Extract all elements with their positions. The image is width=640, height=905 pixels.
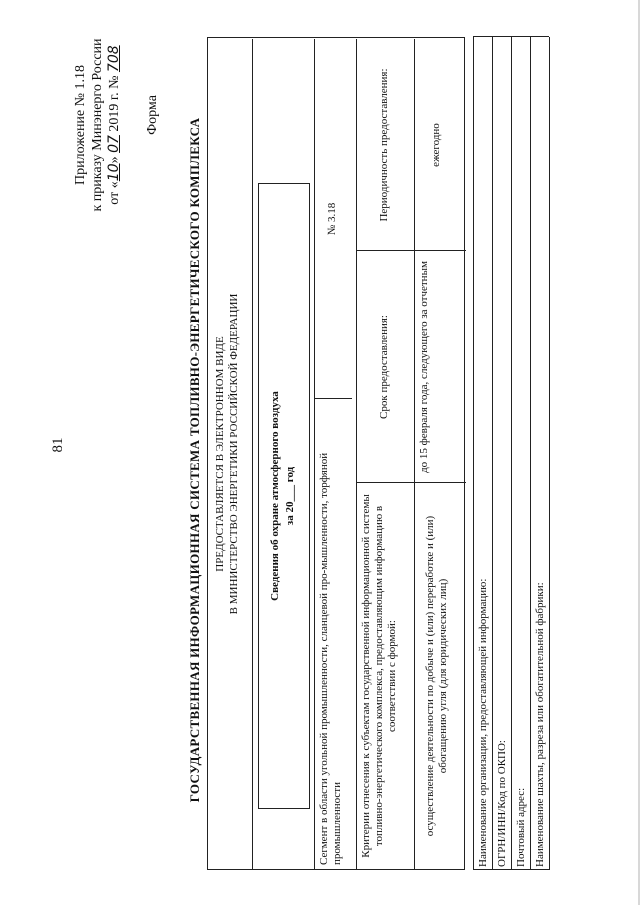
footer-field-ogrn: ОГРН/ИНН/Код по ОКПО: [496,740,508,867]
divider [473,36,549,37]
report-title: Сведения об охране атмосферного воздуха [269,391,281,601]
divider [473,869,549,870]
gis-title: ГОСУДАРСТВЕННАЯ ИНФОРМАЦИОННАЯ СИСТЕМА ТОПЛИВНО-ЭНЕРГЕТИЧЕСКОГО КОМПЛЕКСА [187,117,202,803]
deadline-label: Срок предоставления: [378,315,390,419]
criteria-label: Критерии отнесения к субъектам государственной информационной системы топливно-энергетического комплекса, предоставляющим информацию в соответствии с формой: [360,494,398,858]
frequency-value: ежегодно [430,123,442,167]
appendix-line-3: от «10» 07 2019 г. № 708 [106,45,122,205]
divider [492,37,493,870]
report-title-box [258,183,310,809]
frequency-label: Периодичность предоставления: [378,68,390,222]
submission-line-2: В МИНИСТЕРСТВО ЭНЕРГЕТИКИ РОССИЙСКОЙ ФЕДЕРАЦИИ [228,293,240,615]
divider [549,37,550,870]
segment-code: № 3.18 [326,202,338,236]
handwritten-month: 07 [106,135,122,153]
form-label: Форма [145,95,160,135]
deadline-value: до 15 февраля года, следующего за отчетным [418,261,430,473]
footer-field-organization: Наименование организации, предоставляющей информацию: [477,578,489,867]
submission-line-1: ПРЕДОСТАВЛЯЕТСЯ В ЭЛЕКТРОННОМ ВИДЕ [214,336,226,572]
divider [473,37,474,870]
subject-value: осуществление деятельности по добыче и (или) переработке и (или) обогащению угля (для юридических лиц) [424,515,449,837]
criteria-value-row [414,39,464,869]
report-period: за 20___ год [284,466,296,526]
divider [511,37,512,870]
divider [252,39,253,869]
appendix-line-1: Приложение № 1.18 [73,65,88,185]
footer-field-facility: Наименование шахты, разреза или обогатительной фабрики: [534,582,546,867]
criteria-header-row [356,39,414,869]
footer-field-address: Почтовый адрес: [515,787,527,867]
handwritten-day: 10 [106,163,122,182]
page-number: 81 [50,437,66,453]
form-table [207,37,465,870]
handwritten-order-number: 708 [106,45,122,73]
segment-row [314,39,352,869]
appendix-line-2: к приказу Минэнерго России [90,38,105,212]
divider [530,37,531,870]
segment-label: Сегмент в области угольной промышленности, сланцевой про-мышленности, торфяной промышленности [318,452,343,865]
appendix-block [72,25,123,225]
